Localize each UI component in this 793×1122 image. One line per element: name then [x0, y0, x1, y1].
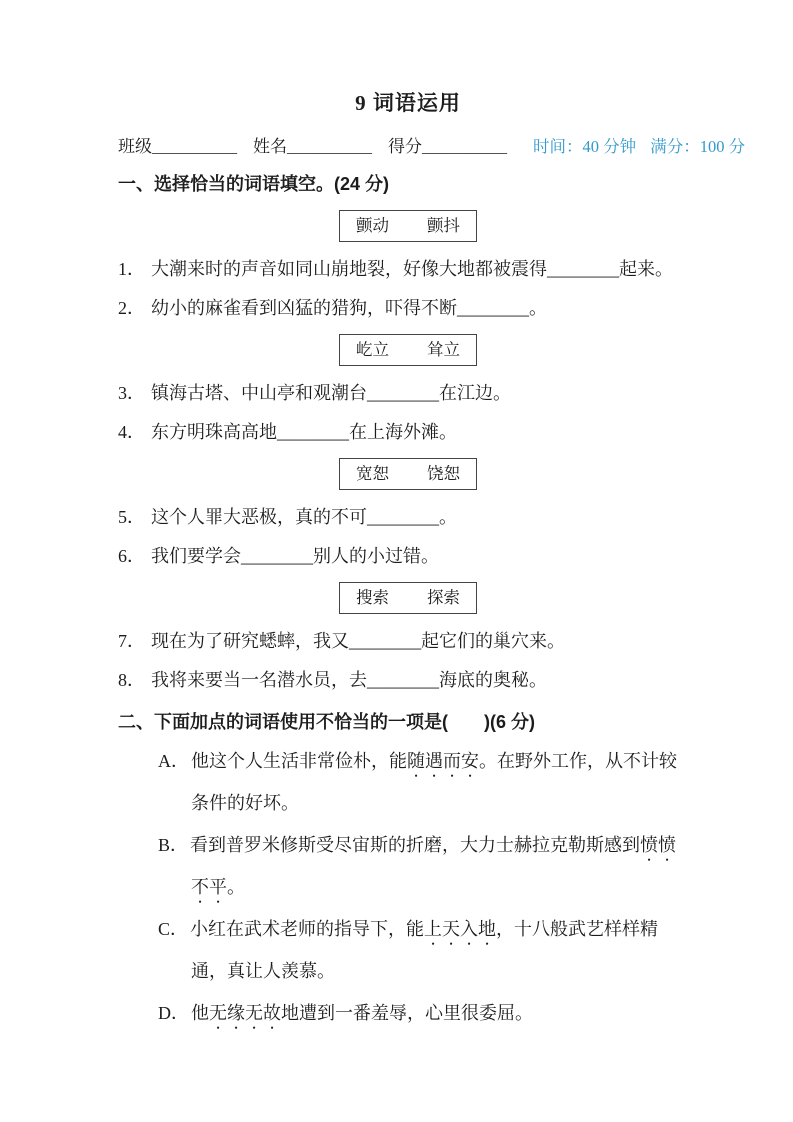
word-group-1	[118, 210, 698, 320]
word-group-2	[118, 334, 698, 444]
question-text: 镇海古塔、中山亭和观潮台________在江边。	[151, 383, 511, 403]
option-text: 。在野外工作，从不计较条件的好坏。	[191, 751, 677, 813]
question-number: 1．	[118, 259, 145, 279]
question-2	[118, 296, 698, 320]
word-choice: 搜索	[356, 588, 389, 607]
emphasized-word: 愤愤不平	[191, 835, 677, 897]
question-text: 这个人罪大恶极，真的不可________。	[151, 507, 457, 527]
word-box-1	[339, 210, 477, 242]
score-blank-line: __________	[422, 137, 507, 156]
option-text: 看到普罗米修斯受尽宙斯的折磨，大力士赫拉克勒斯感到	[190, 835, 641, 855]
option-d	[118, 992, 698, 1034]
question-text: 东方明珠高高地________在上海外滩。	[151, 422, 457, 442]
word-box-2	[339, 334, 477, 366]
word-choice: 饶恕	[427, 464, 460, 483]
word-choice: 探索	[427, 588, 460, 607]
section-1-heading: 一、选择恰当的词语填空。(24 分)	[118, 174, 390, 194]
option-label: B．	[158, 835, 189, 855]
question-number: 8．	[118, 670, 145, 690]
word-choice: 屹立	[356, 340, 389, 359]
question-1	[118, 257, 698, 281]
page-title: 9 词语运用	[355, 91, 461, 115]
question-3	[118, 381, 698, 405]
question-5	[118, 505, 698, 529]
multiple-choice-options	[118, 740, 698, 1034]
option-label: C．	[158, 919, 189, 939]
student-info-row	[118, 136, 746, 158]
option-text: 。	[227, 877, 245, 897]
option-label: D．	[158, 1003, 189, 1023]
class-blank-line: __________	[152, 137, 237, 156]
emphasized-word: 随遇而安	[407, 751, 479, 771]
score-field	[388, 136, 507, 158]
word-choice: 耸立	[427, 340, 460, 359]
word-choice: 颤抖	[427, 216, 460, 235]
question-6	[118, 544, 698, 568]
option-c	[118, 908, 698, 992]
question-text: 我们要学会________别人的小过错。	[151, 546, 439, 566]
name-blank-line: __________	[287, 137, 372, 156]
name-field	[253, 136, 372, 158]
word-box-4	[339, 582, 477, 614]
question-number: 6．	[118, 546, 145, 566]
question-number: 5．	[118, 507, 145, 527]
question-text: 大潮来时的声音如同山崩地裂，好像大地都被震得________起来。	[151, 259, 673, 279]
option-label: A．	[158, 751, 189, 771]
question-number: 7．	[118, 631, 145, 651]
option-a	[118, 740, 698, 824]
question-4	[118, 420, 698, 444]
question-7	[118, 629, 698, 653]
full-score-label: 满分：100 分	[650, 137, 746, 156]
emphasized-word: 无缘无故	[209, 1003, 281, 1023]
option-b	[118, 824, 698, 908]
word-group-3	[118, 458, 698, 568]
name-label: 姓名	[253, 137, 287, 156]
section-2-heading: 二、下面加点的词语使用不恰当的一项是( )(6 分)	[118, 712, 535, 732]
word-box-3	[339, 458, 477, 490]
option-text: ，十八般武艺样样精通，真让人羡慕。	[191, 919, 659, 981]
question-number: 3．	[118, 383, 145, 403]
option-text: 小红在武术老师的指导下，能	[190, 919, 425, 939]
question-8	[118, 668, 698, 692]
option-text: 他	[191, 1003, 209, 1023]
score-label: 得分	[388, 137, 422, 156]
word-choice: 颤动	[356, 216, 389, 235]
option-text: 他这个人生活非常俭朴，能	[191, 751, 407, 771]
question-text: 我将来要当一名潜水员，去________海底的奥秘。	[151, 670, 547, 690]
question-text: 现在为了研究蟋蟀，我又________起它们的巢穴来。	[151, 631, 565, 651]
option-text: 地遭到一番羞辱，心里很委屈。	[281, 1003, 533, 1023]
class-field	[118, 136, 237, 158]
question-text: 幼小的麻雀看到凶猛的猎狗，吓得不断________。	[151, 298, 547, 318]
test-meta	[523, 136, 745, 158]
emphasized-word: 上天入地	[424, 919, 497, 939]
time-limit-label: 时间：40 分钟	[533, 137, 637, 156]
question-number: 4．	[118, 422, 145, 442]
class-label: 班级	[118, 137, 152, 156]
question-number: 2．	[118, 298, 145, 318]
word-group-4	[118, 582, 698, 692]
word-choice: 宽恕	[356, 464, 389, 483]
